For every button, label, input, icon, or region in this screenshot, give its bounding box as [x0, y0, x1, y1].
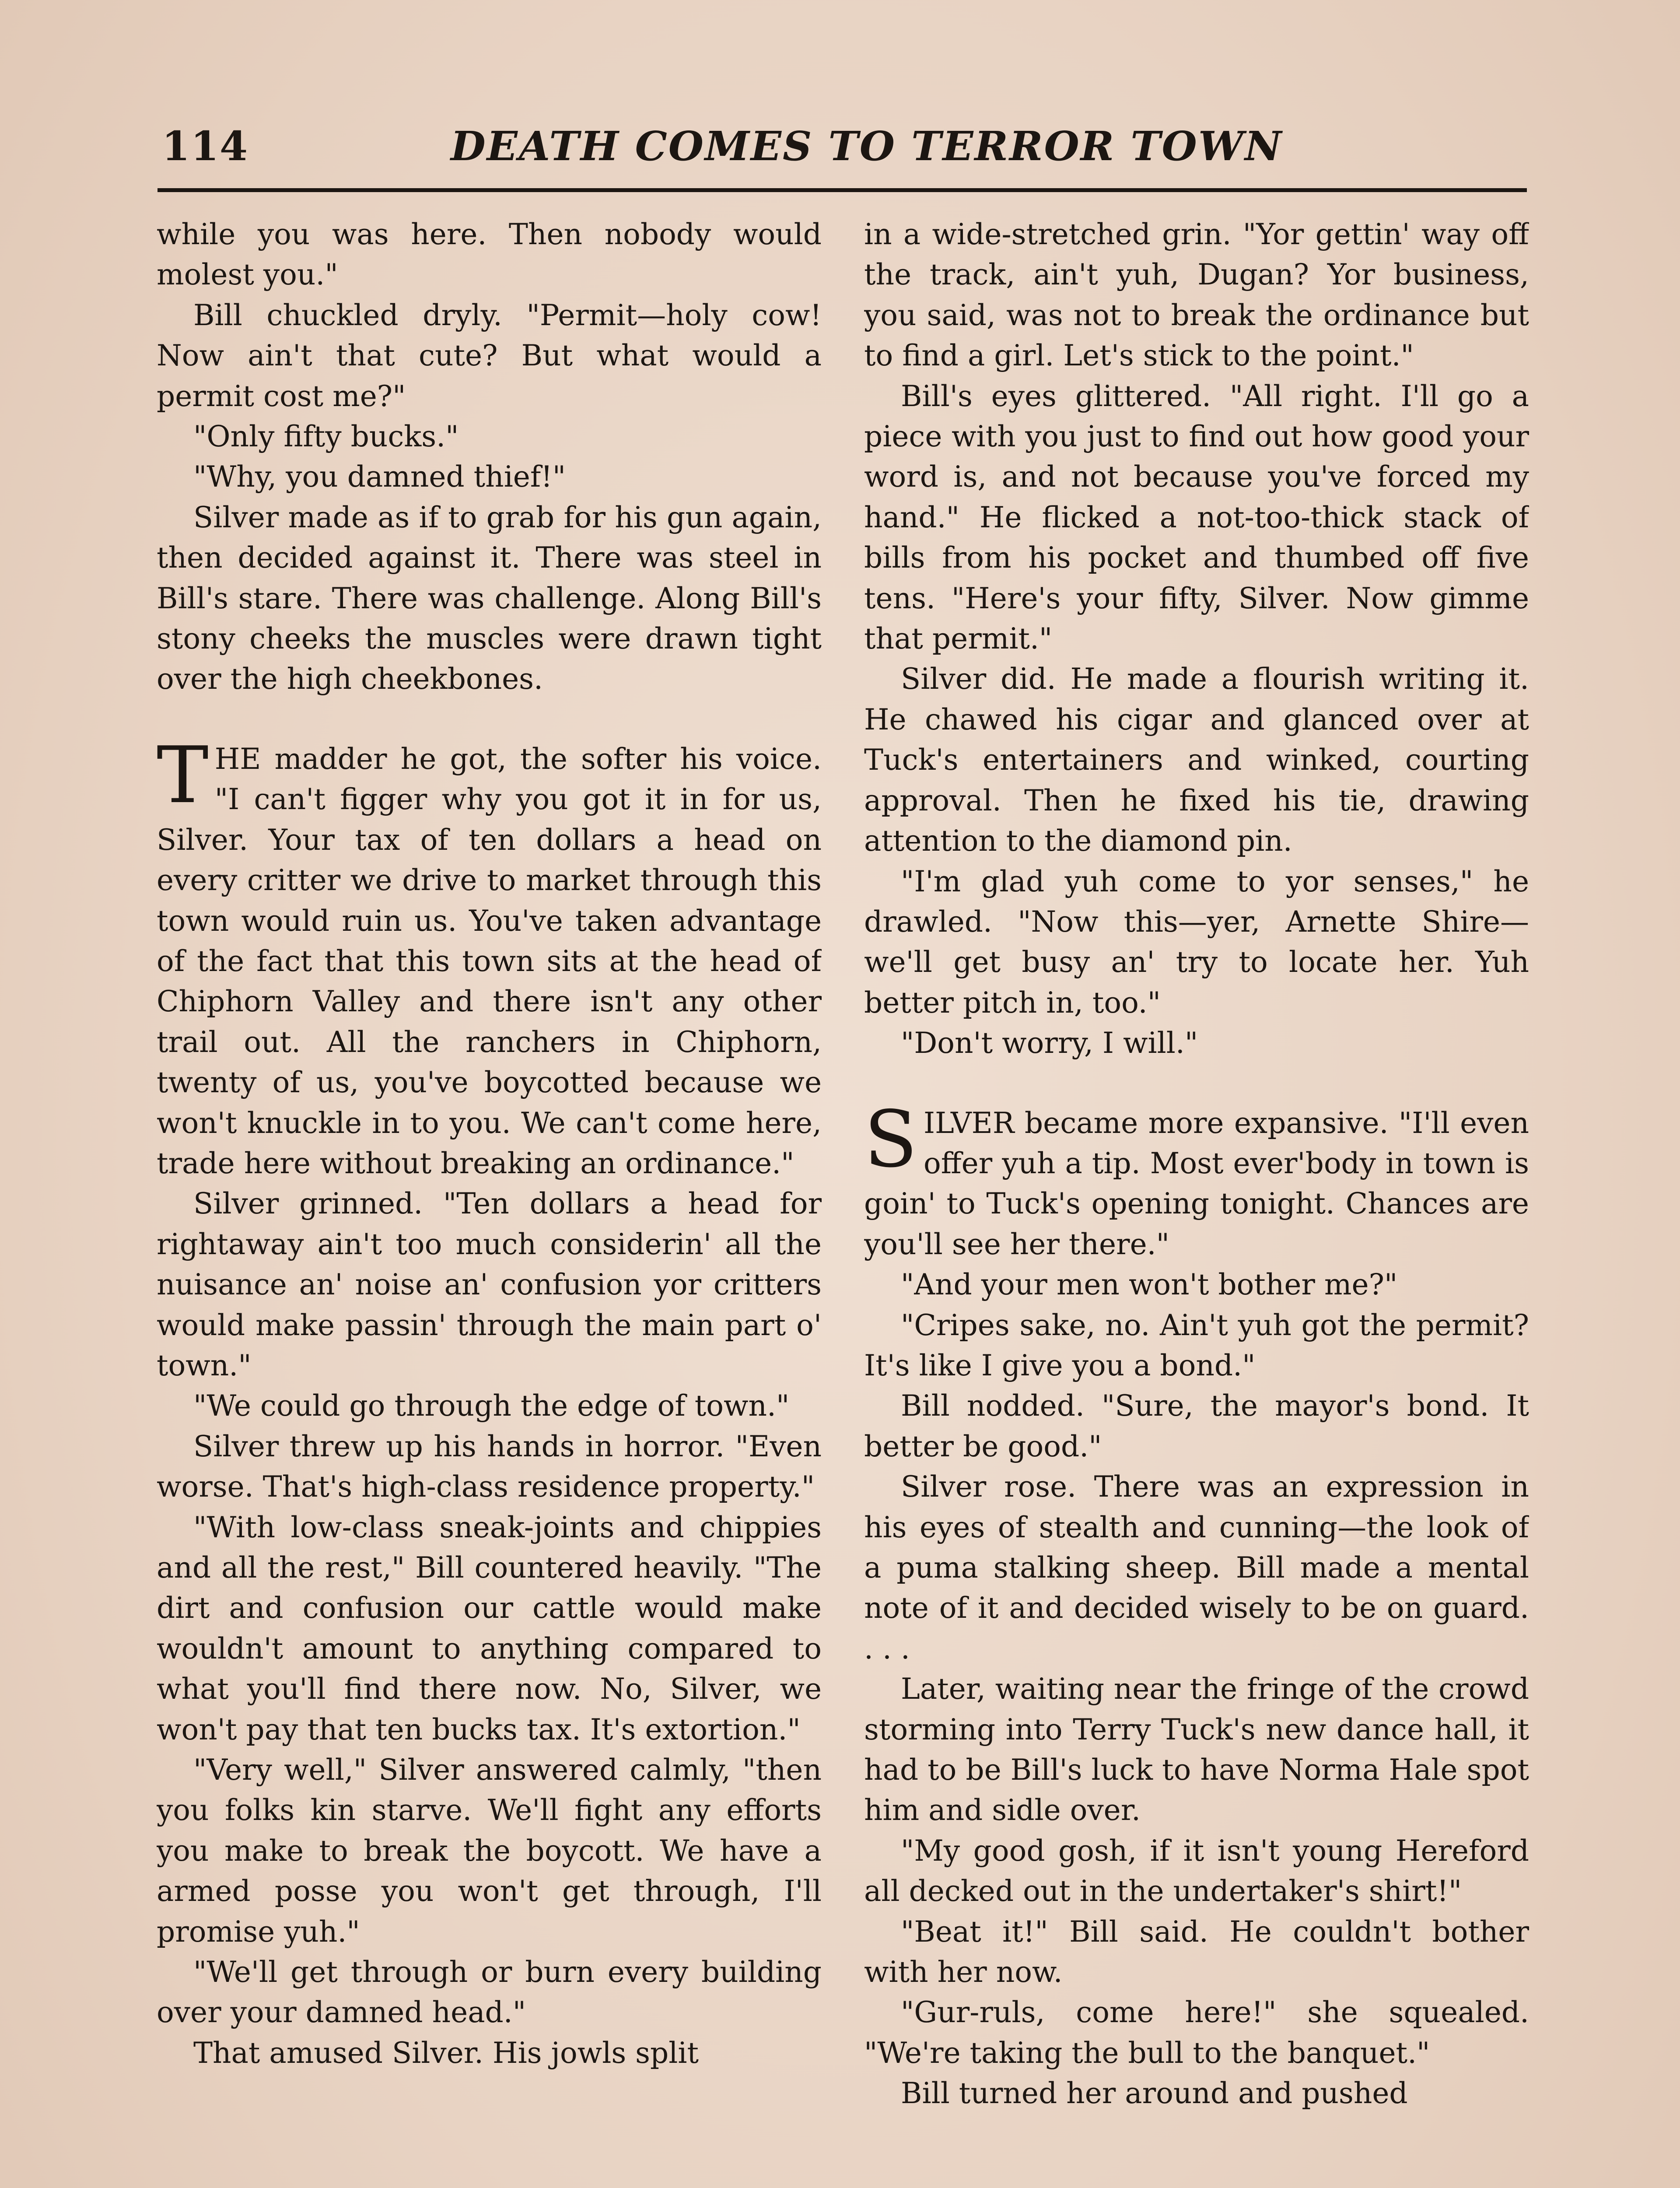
section-opening-paragraph — [157, 729, 822, 1184]
running-title: DEATH COMES TO TERROR TOWN — [451, 123, 1283, 170]
paragraph: "Very well," Silver answered calmly, "then you folks kin starve. We'll fight any efforts you make to break the boycott. We have a armed posse you won't get through, I'll promise yuh." — [157, 1753, 822, 1949]
paragraph: Silver rose. There was an expression in his eyes of stealth and cunning—the look of a puma stalking sheep. Bill made a mental note of it and decided wisely to be on guard. . . . — [864, 1470, 1529, 1666]
paragraph: "With low-class sneak-joints and chippies and all the rest," Bill countered heavily. "The dirt and confusion our cattle would make wouldn't amount to anything compared to what you'll find there now. No, Silver, we won't pay that ten bucks tax. It's extortion." — [157, 1510, 822, 1746]
paragraph: That amused Silver. His jowls split — [193, 2036, 699, 2070]
paragraph: "We'll get through or burn every building over your damned head." — [157, 1955, 822, 2030]
paragraph: Bill turned her around and pushed — [901, 2076, 1408, 2111]
paragraph: "And your men won't bother me?" — [901, 1268, 1398, 1302]
paragraph: "Cripes sake, no. Ain't yuh got the permit? It's like I give you a bond." — [864, 1308, 1529, 1382]
section-opening-paragraph — [864, 1094, 1529, 1265]
right-column — [864, 214, 1529, 2188]
left-column — [157, 214, 822, 2188]
paragraph: "Beat it!" Bill said. He couldn't bother with her now. — [864, 1914, 1529, 1989]
header-rule — [158, 188, 1527, 192]
paragraph: Silver did. He made a flourish writing it. He chawed his cigar and glanced over at Tuck's entertainers and winked, courting approval. Then he fixed his tie, drawing attention to the diamond pin. — [864, 662, 1529, 858]
page-header — [162, 118, 1527, 184]
paragraph: in a wide-stretched grin. "Yor gettin' way off the track, ain't yuh, Dugan? Yor business, you said, was not to break the ordinance but to find a girl. Let's stick to the point." — [864, 217, 1529, 373]
paragraph: "I'm glad yuh come to yor senses," he drawled. "Now this—yer, Arnette Shire—we'll get busy an' try to locate her. Yuh better pitch in, too." — [864, 864, 1529, 1020]
paragraph: Silver grinned. "Ten dollars a head for rightaway ain't too much considerin' all the nuisance an' noise an' confusion yor critters would make passin' through the main part o' town." — [157, 1187, 822, 1382]
paragraph: "Why, you damned thief!" — [193, 460, 566, 494]
paragraph: while you was here. Then nobody would molest you." — [157, 217, 822, 292]
paragraph: Silver threw up his hands in horror. "Even worse. That's high-class residence property." — [157, 1429, 822, 1504]
section-opening-text: ILVER became more expansive. "I'll even offer yuh a tip. Most ever'body in town is goin' to Tuck's opening tonight. Chances are you'll see her there." — [864, 1106, 1529, 1261]
paragraph: "Don't worry, I will." — [901, 1026, 1198, 1060]
paragraph: "My good gosh, if it isn't young Hereford all decked out in the undertaker's shirt!" — [864, 1834, 1529, 1908]
drop-cap: T — [157, 729, 209, 820]
paragraph: "We could go through the edge of town." — [193, 1389, 790, 1423]
paragraph: "Only fifty bucks." — [193, 420, 459, 454]
paragraph: Silver made as if to grab for his gun again, then decided against it. There was steel in Bill's stare. There was challenge. Along Bill's stony cheeks the muscles were drawn tight over the high cheekbones. — [157, 500, 822, 696]
drop-cap: S — [864, 1094, 917, 1185]
paragraph: Later, waiting near the fringe of the crowd storming into Terry Tuck's new dance hall, it had to be Bill's luck to have Norma Hale spot him and sidle over. — [864, 1672, 1529, 1827]
paragraph: Bill chuckled dryly. "Permit—holy cow! Now ain't that cute? But what would a permit cost me?" — [157, 298, 822, 413]
page-number: 114 — [162, 123, 249, 170]
paragraph: Bill's eyes glittered. "All right. I'll go a piece with you just to find out how good your word is, and not because you've forced my hand." He flicked a not-too-thick stack of bills from his pocket and thumbed off five tens. "Here's your fifty, Silver. Now gimme that permit." — [864, 379, 1529, 656]
paragraph: Bill nodded. "Sure, the mayor's bond. It better be good." — [864, 1389, 1529, 1463]
section-opening-text: HE madder he got, the softer his voice. "I can't figger why you got it in for us, Silver. Your tax of ten dollars a head on every critter we drive to market through this town would ruin us. You've taken advantage of the fact that this town sits at the head of Chiphorn Valley and there isn't any other trail out. All the ranchers in Chiphorn, twenty of us, you've boycotted because we won't knuckle in to you. We can't come here, trade here without breaking an ordinance." — [157, 742, 822, 1180]
paragraph: "Gur-ruls, come here!" she squealed. "We're taking the bull to the banquet." — [864, 1995, 1529, 2070]
